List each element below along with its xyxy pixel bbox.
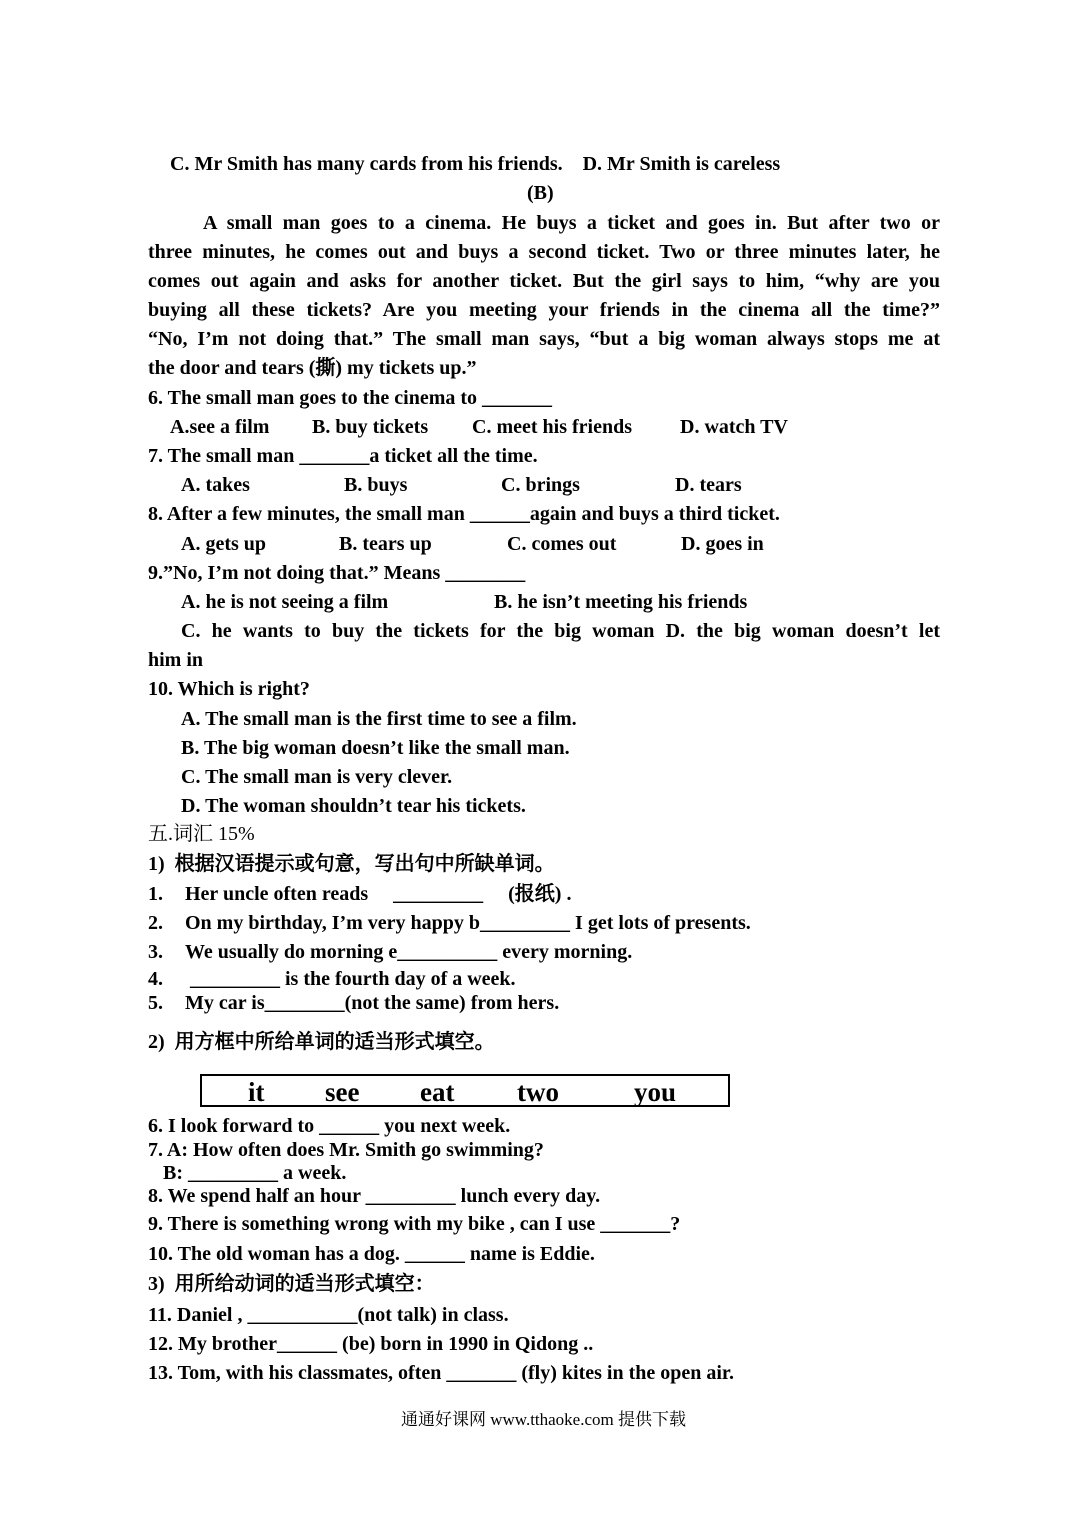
part-title: 3) 用所给动词的适当形式填空： (148, 1273, 435, 1295)
item-text: We usually do morning e__________ every morning. (185, 941, 633, 963)
option: B. buys (344, 474, 408, 496)
item-number: 1. (148, 883, 163, 905)
page-footer: 通通好课网 www.tthaoke.com 提供下载 (400, 1410, 687, 1429)
option: C. he wants to buy the tickets for the big woman D. the big woman doesn’t let (181, 620, 940, 642)
word-box-word: see (325, 1077, 360, 1107)
item-text: My car is________(not the same) from hers. (185, 992, 560, 1014)
option: B. he isn’t meeting his friends (494, 591, 748, 613)
passage-line: the door and tears (撕) my tickets up.” (148, 357, 477, 379)
item-number: 5. (148, 992, 163, 1014)
option: B. buy tickets (312, 416, 429, 438)
question-stem: 6. The small man goes to the cinema to _______ (148, 387, 553, 409)
option: A. gets up (181, 533, 267, 555)
item-number: 4. (148, 968, 163, 990)
word-box-word: two (517, 1077, 559, 1107)
option: D. tears (675, 474, 742, 496)
passage-line: buying all these tickets? Are you meeting your friends in the cinema all the time?” (148, 299, 940, 321)
option: A. he is not seeing a film (181, 591, 389, 613)
part-title: 1) 根据汉语提示或句意，写出句中所缺单词。 (148, 853, 555, 875)
item-text: Her uncle often reads _________ (报纸) . (185, 883, 572, 905)
option: A.see a film (170, 416, 270, 438)
passage-line: A small man goes to a cinema. He buys a ticket and goes in. But after two or (203, 212, 940, 234)
item-text: 11. Daniel , ___________(not talk) in class. (148, 1304, 509, 1326)
option: C. meet his friends (472, 416, 632, 438)
prev-question-options: C. Mr Smith has many cards from his friends. D. Mr Smith is careless (170, 153, 781, 175)
passage-heading: (B) (527, 182, 554, 204)
passage-line: comes out again and asks for another ticket. But the girl says to him, “why are you (148, 270, 940, 292)
item-text: 13. Tom, with his classmates, often _______ (fly) kites in the open air. (148, 1362, 734, 1384)
option: B. tears up (339, 533, 432, 555)
option: A. takes (181, 474, 250, 496)
option: A. The small man is the first time to see a film. (181, 708, 577, 730)
item-text: 6. I look forward to ______ you next week. (148, 1115, 511, 1137)
word-box-word: you (634, 1077, 677, 1107)
option: D. watch TV (680, 416, 788, 438)
question-stem: 7. The small man _______a ticket all the time. (148, 445, 538, 467)
question-stem: 8. After a few minutes, the small man ______again and buys a third ticket. (148, 503, 780, 525)
option: C. brings (501, 474, 580, 496)
item-text: On my birthday, I’m very happy b_________ I get lots of presents. (185, 912, 751, 934)
option: C. comes out (507, 533, 617, 555)
option: B. The big woman doesn’t like the small man. (181, 737, 570, 759)
question-stem: 9.”No, I’m not doing that.” Means ________ (148, 562, 526, 584)
item-text: 10. The old woman has a dog. ______ name is Eddie. (148, 1243, 595, 1265)
option: D. goes in (681, 533, 764, 555)
option: D. The woman shouldn’t tear his tickets. (181, 795, 526, 817)
item-number: 3. (148, 941, 163, 963)
section-heading: 五.词汇 15% (148, 823, 255, 845)
item-text: 12. My brother______ (be) born in 1990 in Qidong .. (148, 1333, 594, 1355)
item-text: 8. We spend half an hour _________ lunch every day. (148, 1185, 601, 1207)
question-stem: 10. Which is right? (148, 678, 310, 700)
option-continued: him in (148, 649, 204, 671)
item-text: 9. There is something wrong with my bike , can I use _______? (148, 1213, 681, 1235)
item-text: B: _________ a week. (148, 1162, 347, 1184)
part-title: 2) 用方框中所给单词的适当形式填空。 (148, 1031, 495, 1053)
passage-line: three minutes, he comes out and buys a second ticket. Two or three minutes later, he (148, 241, 940, 263)
item-number: 2. (148, 912, 163, 934)
option: C. The small man is very clever. (181, 766, 453, 788)
word-box-word: it (248, 1077, 265, 1107)
passage-line: “No, I’m not doing that.” The small man says, “but a big woman always stops me at (148, 328, 940, 350)
item-text: 7. A: How often does Mr. Smith go swimming? (148, 1139, 544, 1161)
word-box-word: eat (420, 1077, 455, 1107)
item-text: _________ is the fourth day of a week. (185, 968, 516, 990)
